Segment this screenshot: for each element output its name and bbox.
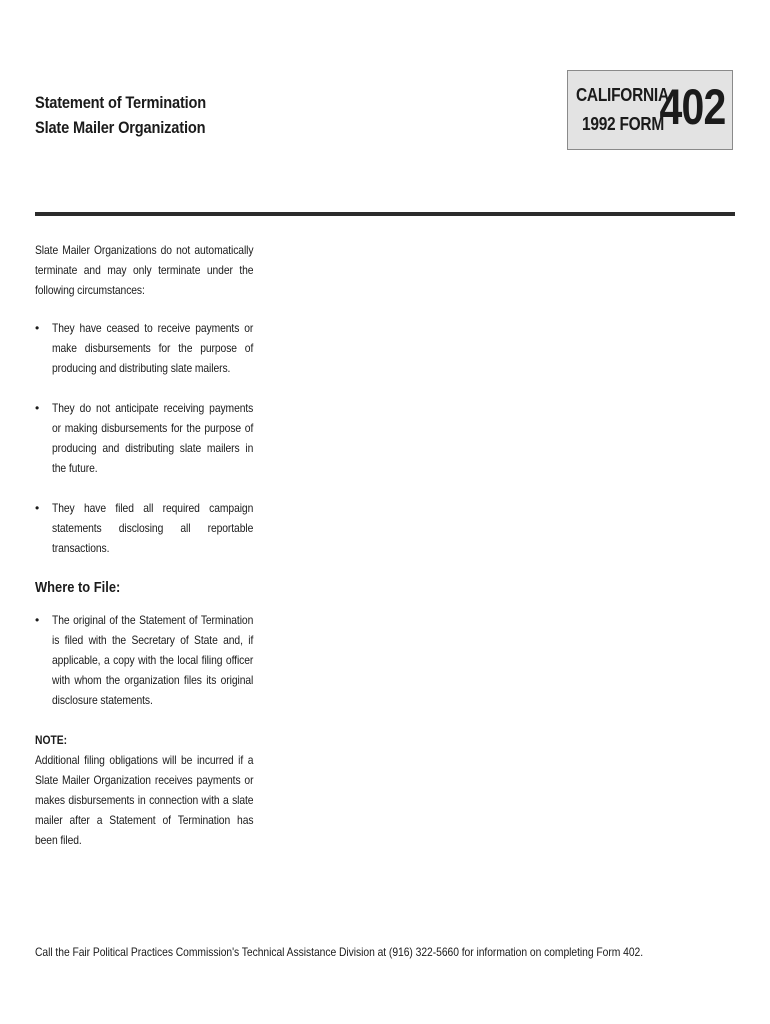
title-line-1: Statement of Termination	[35, 93, 207, 112]
list-item	[35, 610, 253, 710]
form-year-label: 1992 FORM	[582, 114, 664, 134]
bullet-icon: •	[35, 613, 40, 627]
header-divider	[35, 212, 735, 216]
form-state-label: CALIFORNIA	[576, 85, 669, 105]
where-to-file-heading: Where to File:	[35, 579, 121, 596]
circumstance-text: They have ceased to receive payments or make disbursements for the purpose of producing and distributing slate mailers.	[52, 321, 254, 375]
bullet-icon: •	[35, 321, 40, 335]
intro-text: Slate Mailer Organizations do not automatically terminate and may only terminate under the following circumstances:	[35, 243, 254, 297]
title-line-2: Slate Mailer Organization	[35, 118, 206, 137]
form-title	[35, 90, 206, 140]
footer-help-text: Call the Fair Political Practices Commission's Technical Assistance Division at (916) 322-5660 for information on completing Form 402.	[35, 945, 644, 959]
form-id-box	[567, 70, 733, 150]
form-number: 402	[659, 79, 725, 135]
instructions-column	[35, 240, 253, 850]
list-item	[35, 498, 253, 558]
list-item	[35, 318, 253, 378]
circumstance-text: They have filed all required campaign statements disclosing all reportable transactions.	[52, 501, 254, 555]
intro-paragraph	[35, 240, 253, 300]
bullet-icon: •	[35, 501, 40, 515]
note-heading: NOTE:	[35, 733, 68, 747]
note-paragraph	[35, 750, 253, 850]
note-text: Additional filing obligations will be incurred if a Slate Mailer Organization receives payments or makes disbursements in connection with a slate mailer after a Statement of Termination has been filed.	[35, 753, 254, 847]
circumstance-text: They do not anticipate receiving payments or making disbursements for the purpose of producing and distributing slate mailers in the future.	[52, 401, 254, 475]
where-to-file-text: The original of the Statement of Termination is filed with the Secretary of State and, if applicable, a copy with the local filing officer with whom the organization files its original disclosure statements.	[52, 613, 254, 707]
list-item	[35, 398, 253, 478]
bullet-icon: •	[35, 401, 40, 415]
